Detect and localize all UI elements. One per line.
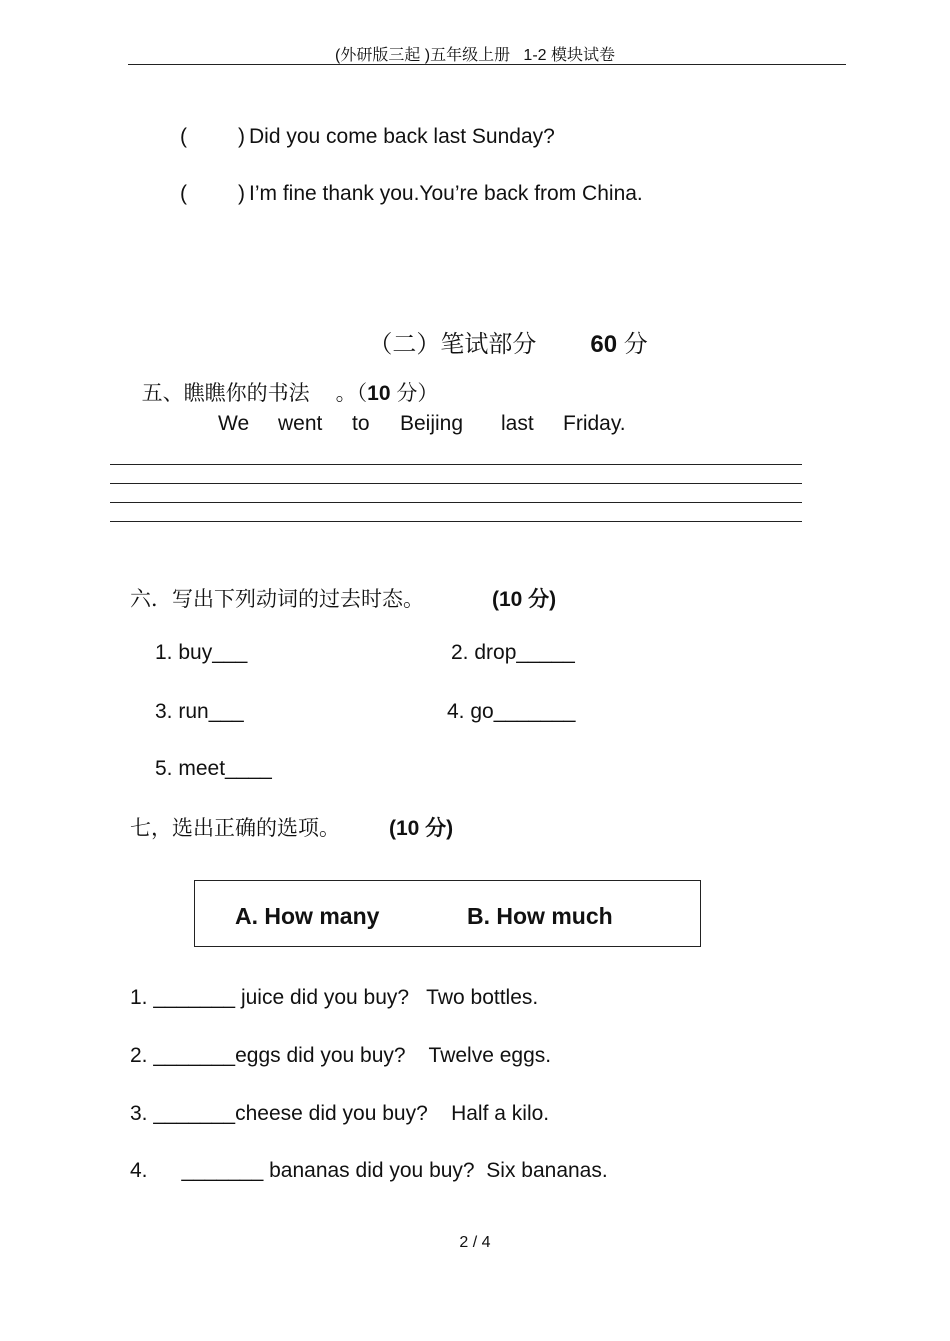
answer-paren-close-2: ) xyxy=(238,182,245,205)
dialogue-line-2: I’m fine thank you.You’re back from China. xyxy=(249,182,643,205)
question-text: _______cheese did you buy? Half a kilo. xyxy=(153,1102,550,1125)
choice-question-2 xyxy=(130,1044,551,1068)
answer-paren-open-1: ( xyxy=(180,125,187,148)
choice-question-3 xyxy=(130,1102,549,1126)
writing-line-4 xyxy=(110,521,802,522)
question-number: 4. xyxy=(130,1159,148,1182)
option-a: A. How many xyxy=(235,903,380,929)
writing-line-1 xyxy=(110,464,802,465)
section5-score-post: 分） xyxy=(396,382,439,405)
copy-word-4: Beijing xyxy=(400,412,464,435)
section6-score: (10 分) xyxy=(492,588,557,611)
copy-word-3: to xyxy=(352,412,370,435)
copy-word-6: Friday. xyxy=(563,412,626,435)
question-number: 2. xyxy=(130,1044,148,1067)
writing-line-2 xyxy=(110,483,802,484)
header-rule xyxy=(128,64,846,65)
page-number: 2 / 4 xyxy=(459,1234,491,1251)
writing-line-3 xyxy=(110,502,802,503)
question-text: _______ juice did you buy? Two bottles. xyxy=(153,986,539,1009)
verb-item-1: 1. buy___ xyxy=(155,641,248,664)
choice-question-1 xyxy=(130,986,538,1010)
written-part-score-num: 60 xyxy=(590,331,618,358)
verb-item-4: 4. go_______ xyxy=(447,700,576,723)
choice-question-4 xyxy=(130,1159,608,1183)
section5-heading xyxy=(130,353,438,407)
option-b: B. How much xyxy=(467,903,613,929)
section5-title: 五、瞧瞧你的书法 xyxy=(141,382,310,405)
answer-paren-close-1: ) xyxy=(238,125,245,148)
copy-word-5: last xyxy=(501,412,534,435)
dialogue-line-1: Did you come back last Sunday? xyxy=(249,125,555,148)
question-text: _______eggs did you buy? Twelve eggs. xyxy=(153,1044,552,1067)
question-number: 1. xyxy=(130,986,148,1009)
section5-score-num: 10 xyxy=(367,382,391,405)
section5-score-pre: 。（ xyxy=(335,382,368,405)
copy-word-1: We xyxy=(218,412,250,435)
question-text: _______ bananas did you buy? Six bananas. xyxy=(181,1159,608,1182)
verb-item-5: 5. meet____ xyxy=(155,757,272,780)
copy-word-2: went xyxy=(278,412,323,435)
section6-title: 六．写出下列动词的过去时态。 xyxy=(130,588,424,611)
verb-item-3: 3. run___ xyxy=(155,700,244,723)
page-header: (外研版三起 )五年级上册 1-2 模块试卷 xyxy=(334,47,615,64)
written-part-label: （二）笔试部分 xyxy=(368,331,537,358)
written-part-title xyxy=(355,296,648,359)
answer-paren-open-2: ( xyxy=(180,182,187,205)
question-number: 3. xyxy=(130,1102,148,1125)
verb-item-2: 2. drop_____ xyxy=(451,641,575,664)
section7-title: 七，选出正确的选项。 xyxy=(130,817,340,840)
section7-score: (10 分) xyxy=(389,817,454,840)
written-part-score-unit: 分 xyxy=(623,331,648,358)
